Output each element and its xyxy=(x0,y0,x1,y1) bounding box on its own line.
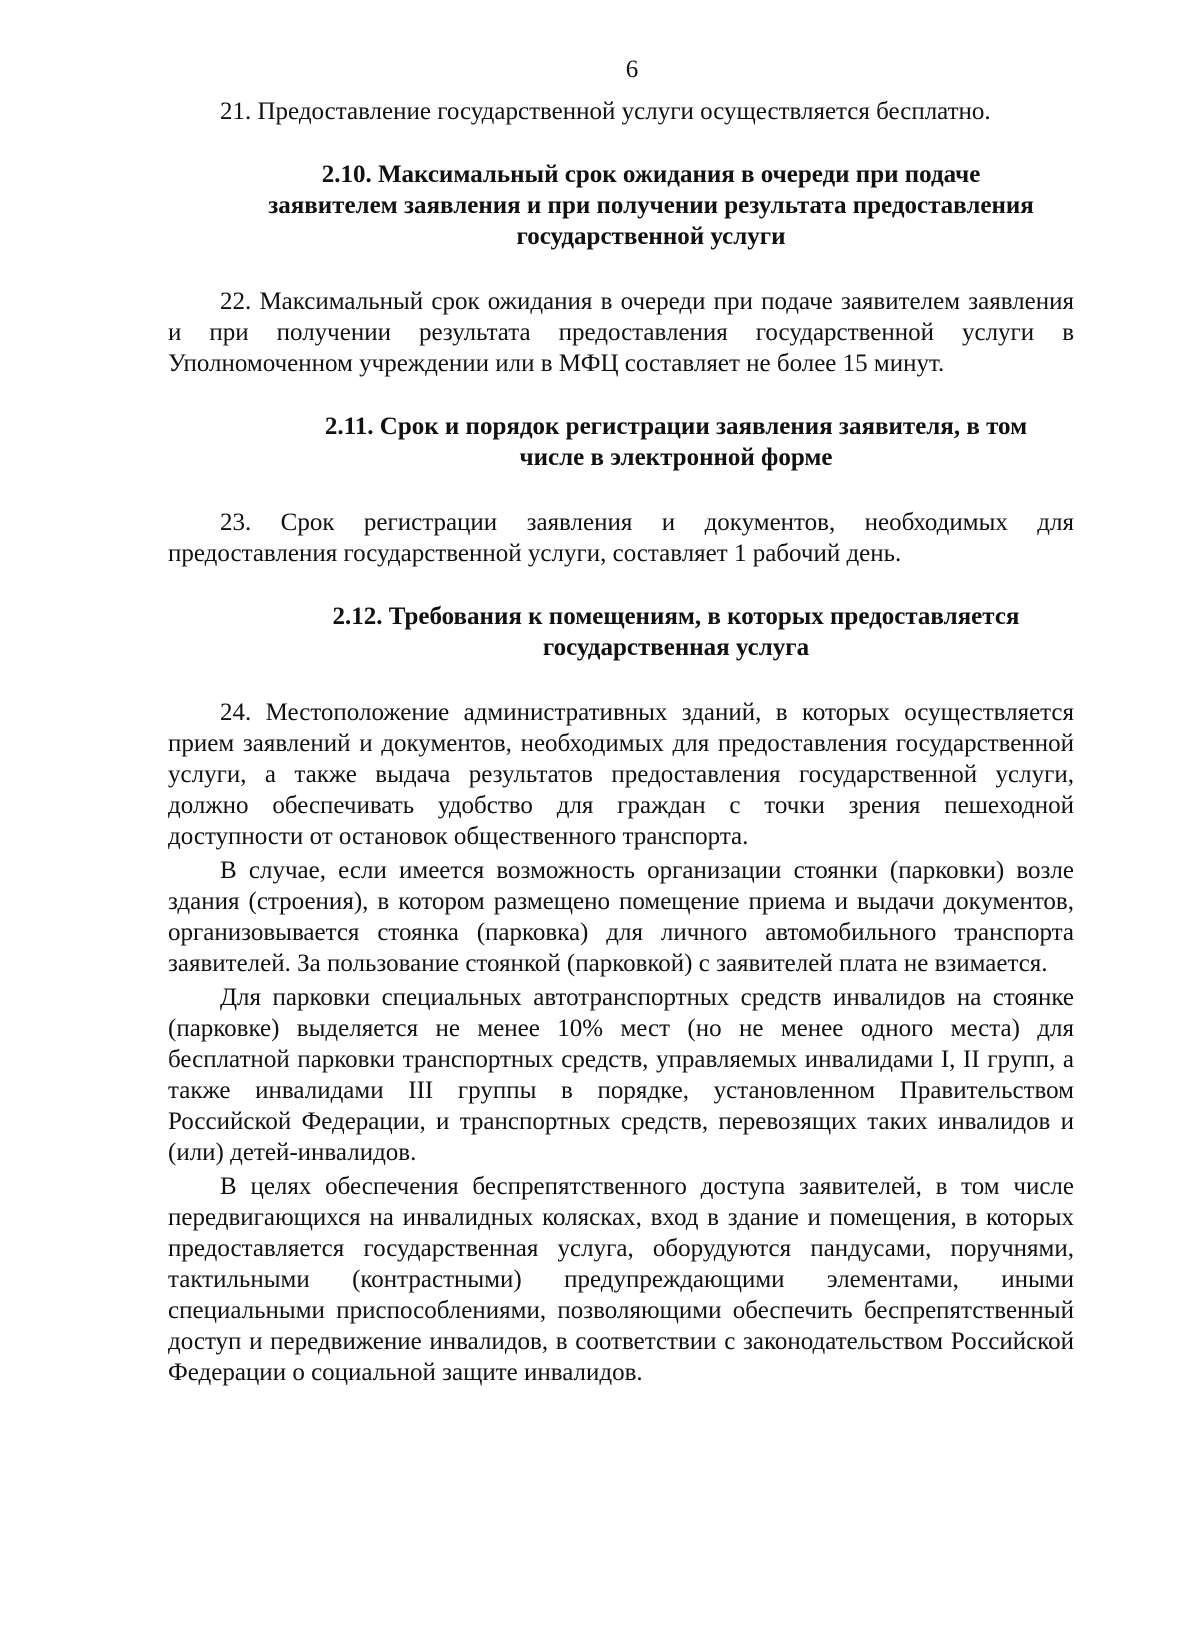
paragraph-accessibility: В целях обеспечения беспрепятственного доступа заявителей, в том числе передвигающихся на инвалидных колясках, вход в здание и помещения, в которых предоставляется государственная услуга, оборудуются пандусами, поручнями, тактильными (контрастными) предупреждающими элементами, иными специальными приспособлениями, позволяющими обеспечить беспрепятственный доступ и передвижение инвалидов, в соответствии с законодательством Российской Федерации о социальной защите инвалидов. xyxy=(168,1173,1074,1386)
heading-line: 2.10. Максимальный срок ожидания в очереди при подаче xyxy=(321,161,981,188)
heading-line: государственной услуги xyxy=(516,223,786,250)
paragraph-22: 22. Максимальный срок ожидания в очереди при подаче заявителем заявления и при получении результата предоставления государственной услуги в Уполномоченном учреждении или в МФЦ составляет не более 15 минут. xyxy=(168,288,1074,377)
heading-line: заявителем заявления и при получении результата предоставления xyxy=(268,192,1034,219)
paragraph-parking: В случае, если имеется возможность организации стоянки (парковки) возле здания (строения), в котором размещено помещение приема и выдачи документов, организовывается стоянка (парковка) для личного автомобильного транспорта заявителей. За пользование стоянкой (парковкой) с заявителей плата не взимается. xyxy=(168,857,1074,977)
paragraph-21: 21. Предоставление государственной услуги осуществляется бесплатно. xyxy=(220,98,991,125)
heading-line: 2.12. Требования к помещениям, в которых предоставляется xyxy=(332,603,1020,630)
document-body xyxy=(168,96,1074,1388)
paragraph-23: 23. Срок регистрации заявления и документов, необходимых для предоставления государственной услуги, составляет 1 рабочий день. xyxy=(168,509,1074,567)
heading-line: 2.11. Срок и порядок регистрации заявления заявителя, в том xyxy=(324,413,1028,440)
section-heading-2-10 xyxy=(168,159,1074,252)
heading-line: государственная услуга xyxy=(542,634,810,661)
paragraph-disabled-parking: Для парковки специальных автотранспортных средств инвалидов на стоянке (парковке) выделяется не менее 10% мест (но не менее одного места) для бесплатной парковки транспортных средств, управляемых инвалидами I, II групп, а также инвалидами III группы в порядке, установленном Правительством Российской Федерации, и транспортных средств, перевозящих таких инвалидов и (или) детей-инвалидов. xyxy=(168,984,1074,1166)
section-heading-2-12 xyxy=(168,601,1074,663)
paragraph-24: 24. Местоположение административных зданий, в которых осуществляется прием заявлений и документов, необходимых для предоставления государственной услуги, а также выдача результатов предоставления государственной услуги, должно обеспечивать удобство для граждан с точки зрения пешеходной доступности от остановок общественного транспорта. xyxy=(168,699,1074,850)
heading-line: числе в электронной форме xyxy=(519,444,833,471)
page-number: 6 xyxy=(625,56,639,83)
section-heading-2-11 xyxy=(168,411,1074,473)
